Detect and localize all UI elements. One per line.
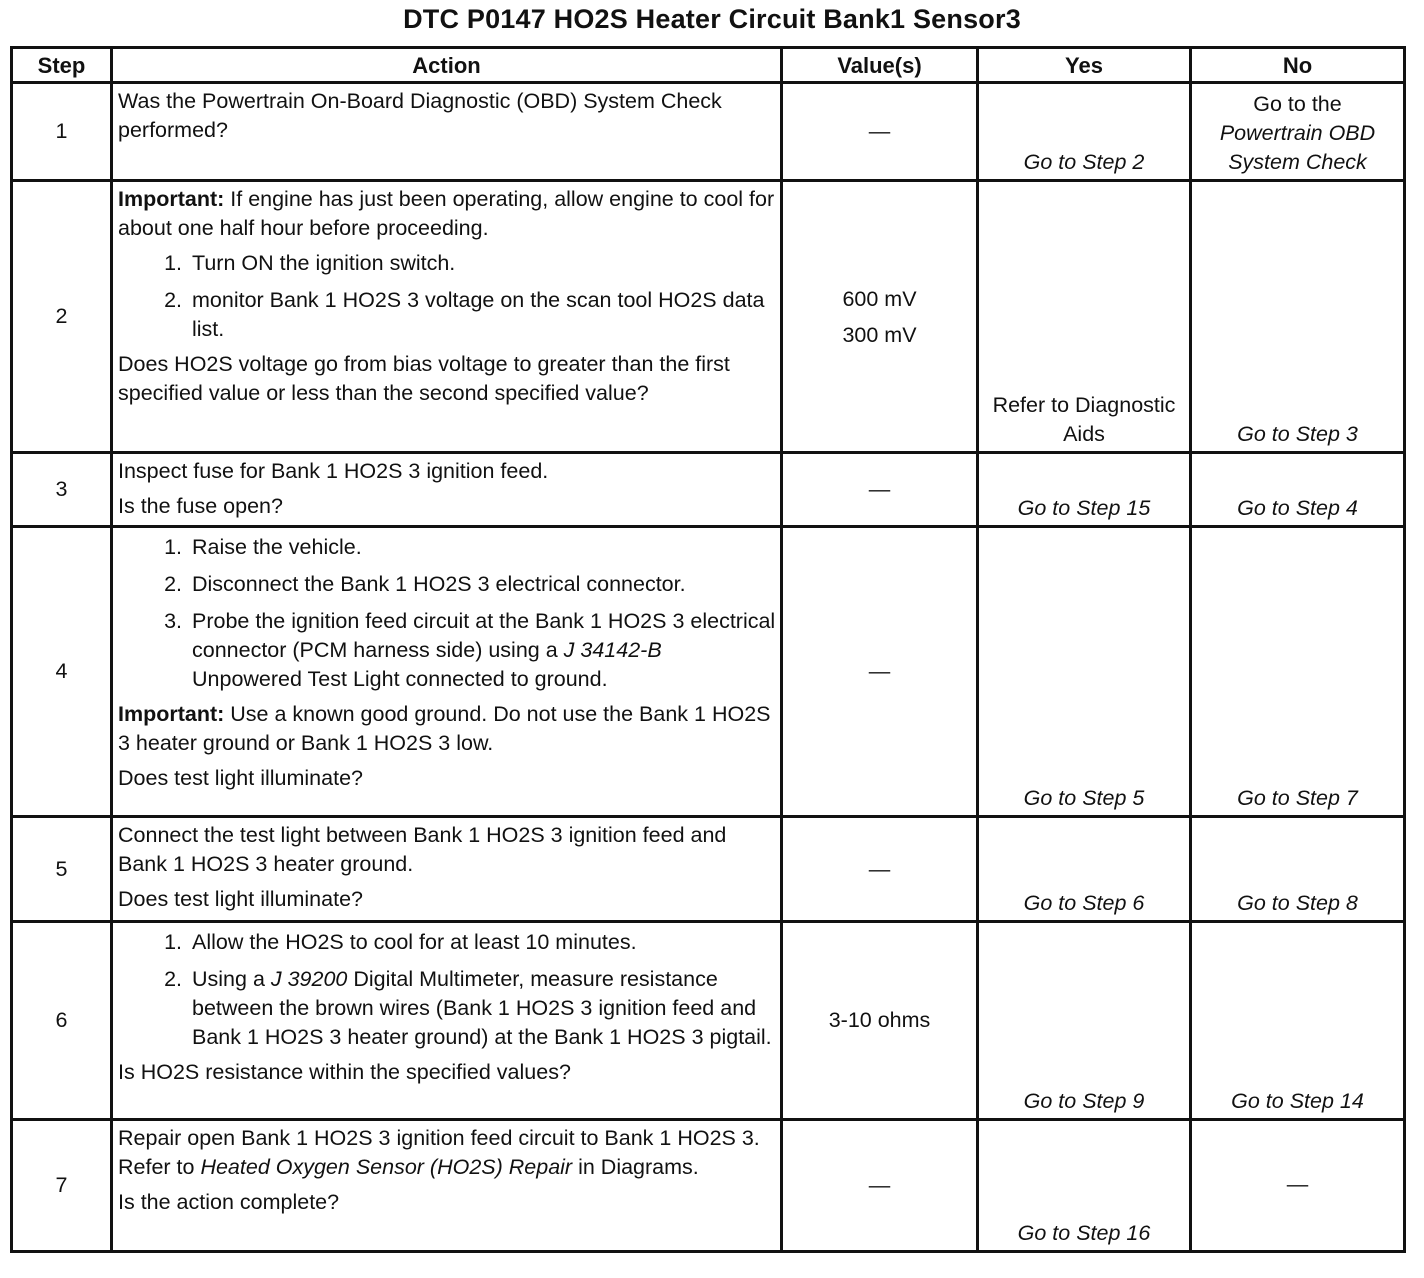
list-item: 2. monitor Bank 1 HO2S 3 voltage on the scan tool HO2S data list. (164, 288, 765, 341)
important-label: Important: (118, 702, 225, 726)
list-item: 1. Turn ON the ignition switch. (164, 251, 456, 275)
no-cell: — (1191, 1120, 1405, 1252)
action-question: Is the fuse open? (118, 494, 283, 518)
action-question: Does HO2S voltage go from bias voltage to greater than the first specified value or less than the second specified value? (118, 352, 730, 405)
action-cell (112, 817, 782, 922)
step-list (118, 928, 776, 1052)
step-number: 2 (12, 181, 112, 453)
header-yes: Yes (978, 48, 1191, 83)
value-cell: 3-10 ohms (782, 922, 978, 1120)
action-question: Does test light illuminate? (118, 766, 363, 790)
no-cell: Go to Step 4 (1191, 453, 1405, 527)
header-values: Value(s) (782, 48, 978, 83)
value-second: 300 mV (842, 322, 917, 347)
action-cell (112, 83, 782, 181)
value-cell: — (782, 83, 978, 181)
value-cell: — (782, 817, 978, 922)
value-cell (782, 181, 978, 453)
value-cell: — (782, 527, 978, 817)
no-cell (1191, 83, 1405, 181)
action-question: Does test light illuminate? (118, 887, 363, 911)
step-number: 4 (12, 527, 112, 817)
step-number: 5 (12, 817, 112, 922)
step-number: 6 (12, 922, 112, 1120)
value-cell: — (782, 1120, 978, 1252)
action-cell (112, 922, 782, 1120)
step-list (118, 249, 776, 344)
table-row (12, 181, 1405, 453)
no-cell: Go to Step 8 (1191, 817, 1405, 922)
value-first: 600 mV (842, 286, 917, 311)
table-row (12, 817, 1405, 922)
action-cell (112, 453, 782, 527)
no-cell: Go to Step 14 (1191, 922, 1405, 1120)
action-cell (112, 527, 782, 817)
header-action: Action (112, 48, 782, 83)
step-number: 3 (12, 453, 112, 527)
diagnostic-table (10, 46, 1406, 1253)
step-number: 7 (12, 1120, 112, 1252)
important-text: Use a known good ground. Do not use the Bank 1 HO2S 3 heater ground or Bank 1 HO2S 3 low. (118, 702, 771, 755)
list-item: 2. Using a J 39200 Digital Multimeter, measure resistance between the brown wires (Bank 1 HO2S 3 ignition feed and Bank 1 HO2S 3 heater ground) at the Bank 1 HO2S 3 pigtail. (164, 967, 772, 1049)
yes-cell: Go to Step 9 (978, 922, 1191, 1120)
table-row (12, 453, 1405, 527)
tool-reference: J 39200 (270, 967, 348, 991)
no-prefix: Go to the (1253, 92, 1342, 116)
yes-cell: Refer to Diagnostic Aids (978, 181, 1191, 453)
no-cell: Go to Step 7 (1191, 527, 1405, 817)
action-question: Is HO2S resistance within the specified values? (118, 1060, 571, 1084)
yes-cell: Go to Step 2 (978, 83, 1191, 181)
action-cell: Repair open Bank 1 HO2S 3 ignition feed circuit to Bank 1 HO2S 3. Refer to Heated Oxygen Sensor (HO2S) Repair in Diagrams. Is the action complete? (112, 1120, 782, 1252)
important-label: Important: (118, 187, 225, 211)
list-item: 1. Allow the HO2S to cool for at least 10 minutes. (164, 930, 637, 954)
list-item: 3. Probe the ignition feed circuit at the Bank 1 HO2S 3 electrical connector (PCM harness side) using a J 34142-B Unpowered Test Light connected to ground. (164, 609, 776, 691)
table-row (12, 922, 1405, 1120)
no-cell: Go to Step 3 (1191, 181, 1405, 453)
no-reference: Powertrain OBD System Check (1219, 121, 1376, 174)
yes-cell: Go to Step 6 (978, 817, 1191, 922)
action-text: Connect the test light between Bank 1 HO2S 3 ignition feed and Bank 1 HO2S 3 heater ground. (118, 823, 727, 876)
step-number: 1 (12, 83, 112, 181)
tool-reference: J 34142-B (563, 638, 662, 662)
list-item: 2. Disconnect the Bank 1 HO2S 3 electrical connector. (164, 572, 686, 596)
repair-reference: Heated Oxygen Sensor (HO2S) Repair (200, 1155, 573, 1179)
yes-cell: Go to Step 15 (978, 453, 1191, 527)
action-cell (112, 181, 782, 453)
action-text: Was the Powertrain On-Board Diagnostic (OBD) System Check performed? (118, 89, 722, 142)
yes-cell: Go to Step 5 (978, 527, 1191, 817)
table-row (12, 1120, 1405, 1252)
table-header-row (12, 48, 1405, 83)
important-text: If engine has just been operating, allow engine to cool for about one half hour before proceeding. (118, 187, 775, 240)
header-no: No (1191, 48, 1405, 83)
header-step: Step (12, 48, 112, 83)
action-text: Inspect fuse for Bank 1 HO2S 3 ignition feed. (118, 459, 549, 483)
step-list (118, 533, 776, 694)
table-row (12, 83, 1405, 181)
page-title: DTC P0147 HO2S Heater Circuit Bank1 Sensor3 (403, 4, 1021, 34)
table-row (12, 527, 1405, 817)
list-item: 1. Raise the vehicle. (164, 535, 362, 559)
yes-cell: Go to Step 16 (978, 1120, 1191, 1252)
action-question: Is the action complete? (118, 1190, 340, 1214)
value-cell: — (782, 453, 978, 527)
